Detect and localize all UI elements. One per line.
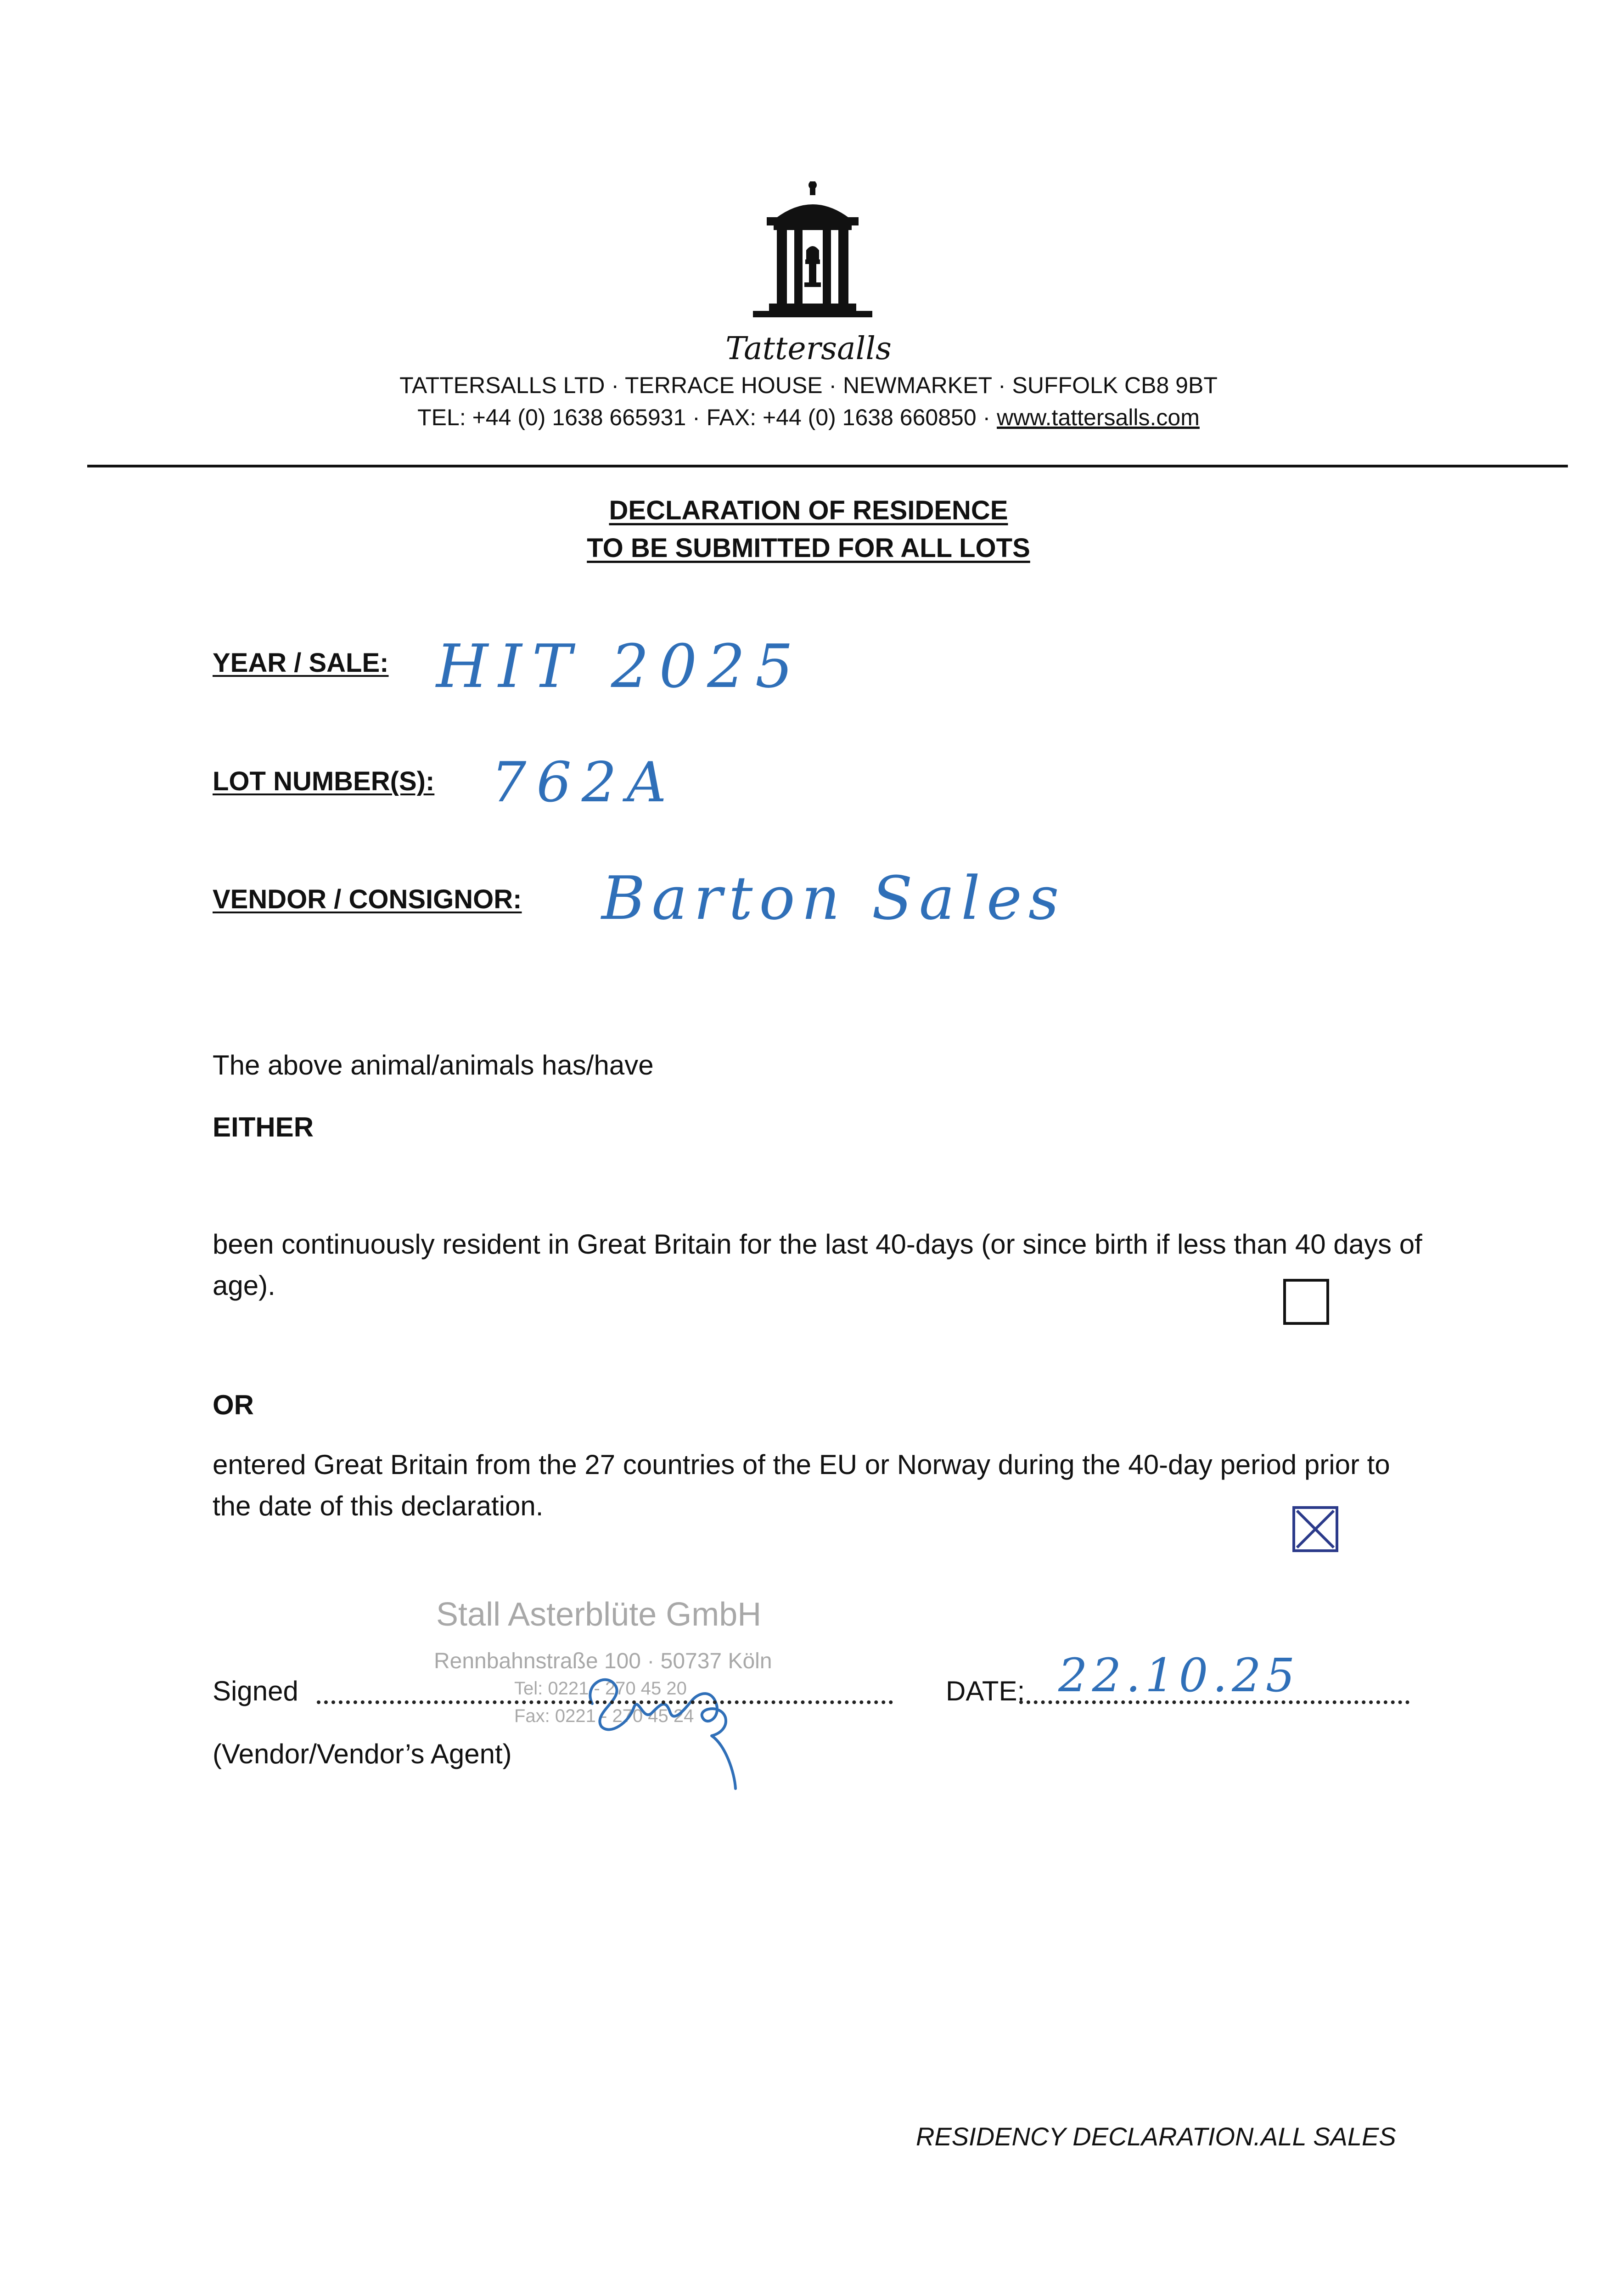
option-1-text: been continuously resident in Great Britain for the last 40-days (or since birth if less than 40 days of age).: [213, 1229, 1422, 1301]
website-link[interactable]: www.tattersalls.com: [997, 405, 1200, 430]
header-divider: [87, 465, 1568, 467]
option-2-checkbox[interactable]: [1292, 1506, 1338, 1552]
date-label: DATE:: [946, 1676, 1025, 1706]
handwritten-signature: [574, 1635, 767, 1791]
vendor-value[interactable]: Barton Sales: [601, 863, 1066, 933]
stamp-fax: Fax: 0221 - 270 45 24: [514, 1706, 694, 1726]
intro-text: The above animal/animals has/have: [213, 1050, 654, 1080]
stamp-tel: Tel: 0221 - 270 45 20: [514, 1678, 687, 1699]
year-sale-value[interactable]: HIT 2025: [436, 631, 803, 701]
lot-number-value[interactable]: 762A: [491, 751, 677, 815]
lot-number-label: LOT NUMBER(S):: [213, 766, 435, 796]
vendor-label: VENDOR / CONSIGNOR:: [213, 884, 522, 914]
document-subtitle: TO BE SUBMITTED FOR ALL LOTS: [587, 533, 1030, 563]
check-x-icon: [1295, 1509, 1336, 1549]
brand-name: Tattersalls: [725, 331, 892, 367]
date-value[interactable]: 22.10.25: [1058, 1649, 1300, 1702]
signed-label: Signed: [213, 1676, 298, 1706]
or-heading: OR: [213, 1390, 254, 1420]
option-1-checkbox[interactable]: [1283, 1279, 1329, 1325]
document-title: DECLARATION OF RESIDENCE: [609, 495, 1008, 525]
year-sale-label: YEAR / SALE:: [213, 648, 389, 678]
option-2-text: entered Great Britain from the 27 countries of the EU or Norway during the 40-day period prior to the date of this declaration.: [213, 1449, 1390, 1521]
tattersalls-logo-icon: [748, 181, 877, 328]
either-heading: EITHER: [213, 1112, 314, 1142]
stamp-address: Rennbahnstraße 100 · 50737 Köln: [434, 1649, 772, 1673]
contact-line: [0, 404, 1617, 431]
contact-numbers: TEL: +44 (0) 1638 665931 · FAX: +44 (0) 1638 660850 ·: [417, 405, 997, 430]
stamp-name: Stall Asterblüte GmbH: [436, 1596, 762, 1633]
signature-line[interactable]: [317, 1700, 893, 1704]
address-line: TATTERSALLS LTD · TERRACE HOUSE · NEWMARKET · SUFFOLK CB8 9BT: [399, 372, 1218, 398]
signer-role: (Vendor/Vendor’s Agent): [213, 1739, 512, 1769]
footer-reference: RESIDENCY DECLARATION.ALL SALES: [916, 2122, 1396, 2151]
